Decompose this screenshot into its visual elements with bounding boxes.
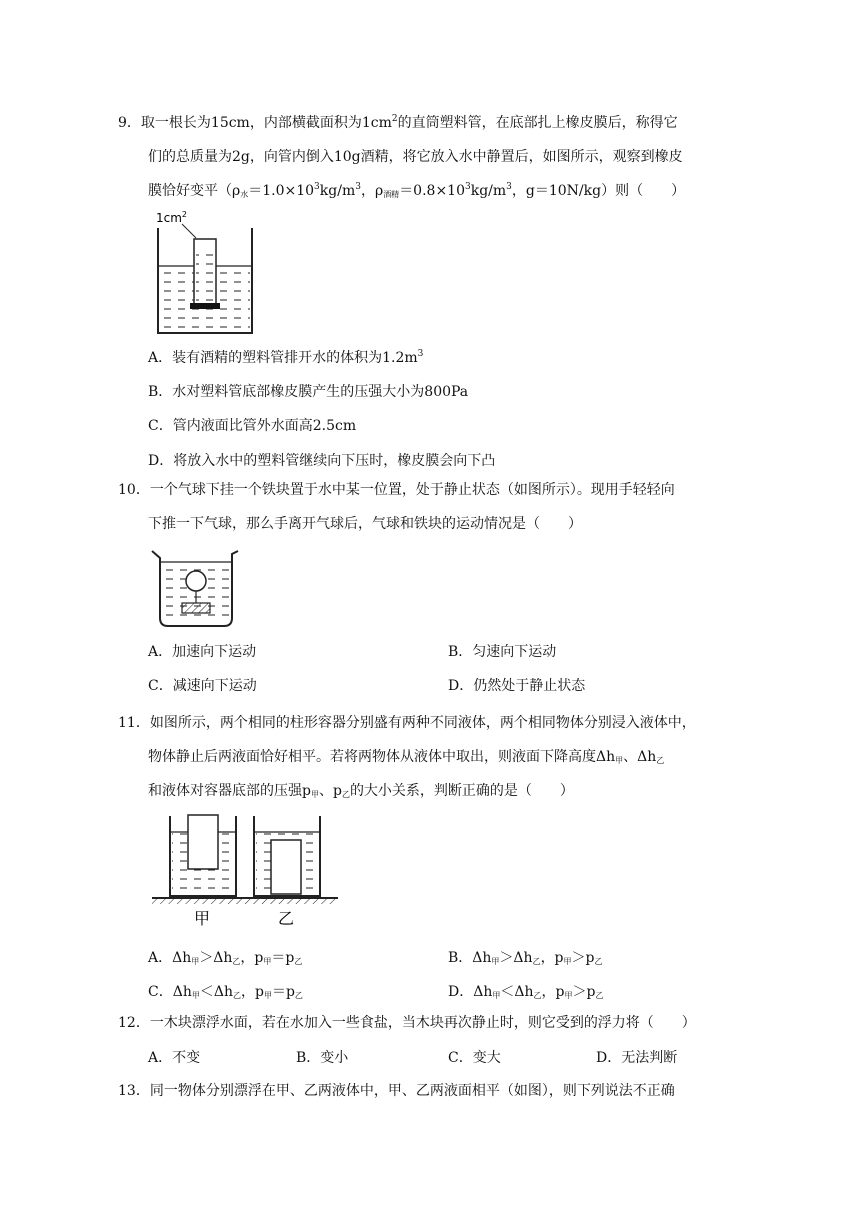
right-object — [271, 840, 301, 894]
left-object — [188, 815, 218, 869]
question-12 — [118, 1006, 740, 1040]
q13-line-1: 13．同一物体分别漂浮在甲、乙两液体中，甲、乙两液面相平（如图），则下列说法不正确 — [118, 1083, 675, 1099]
q11-option-c: C．$\Delta h_甲<\Delta h_乙$，$p_甲=p_乙$ — [148, 984, 303, 1000]
q11-figure-two-containers — [150, 812, 340, 930]
q9-figure-area-label: $1cm^2$ — [156, 210, 188, 225]
q9-rubber-membrane — [190, 303, 220, 309]
label-jia: 甲 — [194, 909, 211, 928]
q10-figure-balloon-iron-beaker — [150, 548, 242, 630]
q9-line-1: 9．取一根长为15cm，内部横截面积为$1cm^2$的直筒塑料管，在底部扎上橡皮膜后，称得它 — [118, 114, 678, 131]
balloon — [186, 571, 206, 591]
q12-line-1: 12．一木块漂浮水面，若在水加入一些食盐，当木块再次静止时，则它受到的浮力将（ ） — [118, 1015, 696, 1031]
q10-line-2: 下推一下气球，那么手离开气球后，气球和铁块的运动情况是（ ） — [148, 516, 582, 532]
q9-option-b: B．水对塑料管底部橡皮膜产生的压强大小为800Pa — [148, 384, 469, 400]
q9-option-c: C．管内液面比管外水面高2.5cm — [148, 418, 357, 434]
q9-line-3: 膜恰好变平（$\rho_水=1.0\times 10^3kg/m^3$，$\rho_{酒精}=0.8\times 10^3kg/m^3$，g＝10N/kg）则（ ） — [148, 182, 686, 199]
question-11 — [118, 706, 740, 808]
q10-option-b: B．匀速向下运动 — [448, 644, 557, 660]
q11-line-1: 11．如图所示，两个相同的柱形容器分别盛有两种不同液体，两个相同物体分别浸入液体中， — [118, 715, 696, 731]
question-13 — [118, 1074, 740, 1108]
q11-option-d: D．$\Delta h_甲<\Delta h_乙$，$p_甲>p_乙$ — [448, 984, 604, 1000]
question-10 — [118, 473, 740, 541]
q10-line-1: 10．一个气球下挂一个铁块置于水中某一位置，处于静止状态（如图所示）。现用手轻轻向 — [118, 482, 675, 498]
q10-option-c: C．减速向下运动 — [148, 678, 257, 694]
q12-option-b: B．变小 — [296, 1050, 349, 1066]
q12-option-a: A．不变 — [148, 1050, 201, 1066]
iron-block — [182, 603, 210, 613]
q11-line-3: 和液体对容器底部的压强$p_甲$、$p_乙$的大小关系，判断正确的是（ ） — [148, 783, 574, 799]
q11-line-2: 物体静止后两液面恰好相平。若将两物体从液体中取出，则液面下降高度$\Delta h_甲$、$\Delta h_乙$ — [148, 749, 665, 765]
label-yi: 乙 — [278, 909, 295, 928]
q9-figure-tube-in-water — [148, 206, 260, 336]
q12-option-d: D．无法判断 — [596, 1050, 678, 1066]
q10-option-a: A．加速向下运动 — [148, 644, 257, 660]
q10-option-d: D．仍然处于静止状态 — [448, 678, 586, 694]
q9-option-d: D．将放入水中的塑料管继续向下压时，橡皮膜会向下凸 — [148, 453, 496, 469]
q12-option-c: C．变大 — [448, 1050, 501, 1066]
q9-line-2: 们的总质量为2g，向管内倒入10g酒精，将它放入水中静置后，如图所示，观察到橡皮 — [148, 149, 683, 165]
q11-option-b: B．$\Delta h_甲>\Delta h_乙$，$p_甲>p_乙$ — [448, 950, 603, 966]
q9-option-a: A．装有酒精的塑料管排开水的体积为$1.2m^3$ — [148, 349, 424, 366]
q11-option-a: A．$\Delta h_甲>\Delta h_乙$，$p_甲=p_乙$ — [148, 950, 303, 966]
question-9 — [118, 106, 740, 208]
